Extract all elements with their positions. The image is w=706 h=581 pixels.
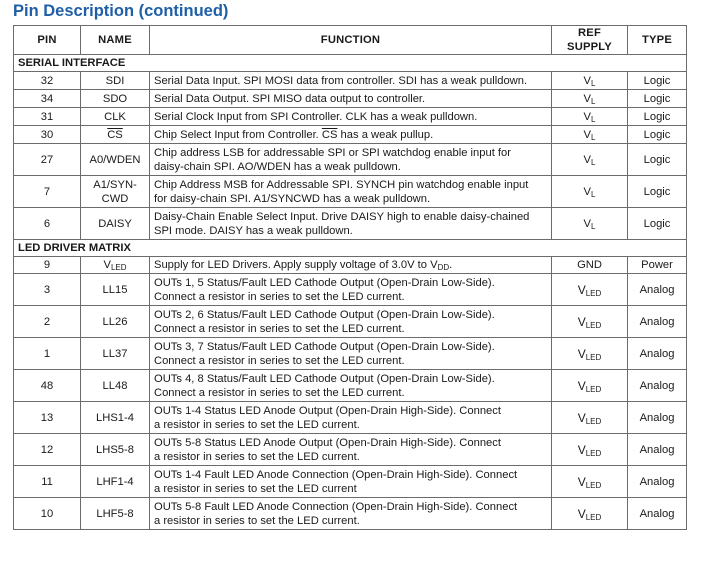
pin-cell: 6: [14, 208, 81, 240]
function-line-1: OUTs 1-4 Fault LED Anode Connection (Open-Drain High-Side). Connect: [154, 468, 518, 481]
section-led-driver-matrix: LED DRIVER MATRIX: [14, 240, 687, 257]
ref-base: V: [577, 346, 586, 361]
function-line-2: Connect a resistor in series to set the LED current.: [154, 354, 405, 367]
function-line-1: OUTs 1, 5 Status/Fault LED Cathode Output (Open-Drain Low-Side).: [154, 276, 495, 289]
pin-cell: 10: [14, 498, 81, 530]
name-sub: LED: [110, 263, 127, 272]
table-row: [14, 72, 687, 90]
type-cell: Analog: [628, 402, 687, 434]
ref-base: V: [583, 185, 591, 198]
ref-base: V: [583, 110, 591, 123]
ref-supply-cell: [552, 208, 628, 240]
pin-cell: 1: [14, 338, 81, 370]
ref-sub: L: [591, 189, 596, 199]
function-cell: [150, 434, 552, 466]
name-cell: LHF5-8: [81, 498, 150, 530]
function-line-2: Connect a resistor in series to set the LED current.: [154, 386, 405, 399]
function-post: .: [449, 259, 453, 271]
ref-sub: L: [591, 221, 596, 231]
ref-supply-cell: [552, 306, 628, 338]
name-cell: CLK: [81, 108, 150, 126]
type-cell: Logic: [628, 90, 687, 108]
function-cell: Serial Clock Input from SPI Controller. CLK has a weak pulldown.: [150, 108, 552, 126]
function-line-2: Connect a resistor in series to set the LED current.: [154, 322, 405, 335]
pin-cell: 3: [14, 274, 81, 306]
table-row: [14, 176, 687, 208]
type-cell: Analog: [628, 306, 687, 338]
ref-supply-cell: [552, 370, 628, 402]
ref-base: V: [583, 128, 591, 141]
ref-base: V: [583, 74, 591, 87]
header-ref-supply: REF SUPPLY: [552, 26, 628, 55]
ref-supply-cell: [552, 176, 628, 208]
function-sub: DD: [437, 263, 450, 272]
function-line-2: a resistor in series to set the LED current: [154, 482, 357, 495]
name-overline: $\overline{CS}$: [107, 128, 123, 141]
header-name: NAME: [81, 26, 150, 55]
function-line-2: a resistor in series to set the LED current.: [154, 514, 360, 527]
ref-sub: L: [591, 78, 596, 88]
table-row: [14, 208, 687, 240]
ref-base: V: [583, 217, 591, 230]
table-row: [14, 338, 687, 370]
pin-cell: 27: [14, 144, 81, 176]
table-row: [14, 466, 687, 498]
ref-supply-cell: [552, 338, 628, 370]
function-cell: [150, 176, 552, 208]
ref-sub: LED: [585, 512, 602, 522]
function-cell: [150, 466, 552, 498]
pin-cell: 48: [14, 370, 81, 402]
ref-base: V: [577, 410, 586, 425]
table-row: [14, 402, 687, 434]
ref-base: V: [583, 92, 591, 105]
function-cell: [150, 498, 552, 530]
function-line-2: a resistor in series to set the LED current.: [154, 450, 360, 463]
name-cell: LL15: [81, 274, 150, 306]
ref-base: V: [577, 474, 586, 489]
function-cell: [150, 274, 552, 306]
ref-sub: L: [591, 114, 596, 124]
ref-supply-cell: [552, 498, 628, 530]
name-line-2: CWD: [101, 192, 129, 205]
table-row: [14, 498, 687, 530]
ref-base: V: [577, 314, 586, 329]
ref-supply-cell: GND: [552, 257, 628, 274]
ref-base: V: [577, 442, 586, 457]
header-type: TYPE: [628, 26, 687, 55]
table-row: [14, 306, 687, 338]
function-line-2: SPI mode. DAISY has a weak pulldown.: [154, 224, 353, 237]
name-cell: DAISY: [81, 208, 150, 240]
table-row: [14, 434, 687, 466]
pin-cell: 30: [14, 126, 81, 144]
function-pre: Chip Select Input from Controller.: [154, 128, 322, 141]
ref-supply-cell: [552, 144, 628, 176]
function-cell: [150, 126, 552, 144]
function-line-1: OUTs 4, 8 Status/Fault LED Cathode Output (Open-Drain Low-Side).: [154, 372, 495, 385]
ref-supply-cell: [552, 434, 628, 466]
table-row: [14, 126, 687, 144]
function-line-1: OUTs 3, 7 Status/Fault LED Cathode Output (Open-Drain Low-Side).: [154, 340, 495, 353]
function-cell: [150, 306, 552, 338]
name-cell: [81, 176, 150, 208]
function-line-2: daisy-chain SPI. AO/WDEN has a weak pulldown.: [154, 160, 401, 173]
ref-base: V: [577, 282, 586, 297]
function-line-1: OUTs 1-4 Status LED Anode Output (Open-Drain High-Side). Connect: [154, 404, 501, 417]
pin-cell: 12: [14, 434, 81, 466]
name-cell: LHS1-4: [81, 402, 150, 434]
function-line-2: for daisy-chain SPI. A1/SYNCWD has a weak pulldown.: [154, 192, 431, 205]
name-cell: LL37: [81, 338, 150, 370]
pin-cell: 2: [14, 306, 81, 338]
ref-supply-cell: [552, 402, 628, 434]
pin-cell: 13: [14, 402, 81, 434]
function-line-2: Connect a resistor in series to set the LED current.: [154, 290, 405, 303]
name-cell: LL48: [81, 370, 150, 402]
type-cell: Logic: [628, 208, 687, 240]
ref-sub: L: [591, 132, 596, 142]
function-cell: [150, 370, 552, 402]
pin-cell: 11: [14, 466, 81, 498]
function-cell: [150, 144, 552, 176]
pin-cell: 32: [14, 72, 81, 90]
type-cell: Analog: [628, 434, 687, 466]
function-line-1: OUTs 5-8 Status LED Anode Output (Open-Drain High-Side). Connect: [154, 436, 501, 449]
table-row: [14, 108, 687, 126]
pin-description-table: [13, 25, 687, 530]
section-serial-interface: SERIAL INTERFACE: [14, 55, 687, 72]
header-pin: PIN: [14, 26, 81, 55]
function-line-1: Chip Address MSB for Addressable SPI. SYNCH pin watchdog enable input: [154, 178, 529, 191]
table-row: [14, 274, 687, 306]
name-cell: LHS5-8: [81, 434, 150, 466]
function-cell: [150, 338, 552, 370]
function-line-1: OUTs 5-8 Fault LED Anode Connection (Open-Drain High-Side). Connect: [154, 500, 518, 513]
type-cell: Analog: [628, 274, 687, 306]
name-cell: [81, 126, 150, 144]
ref-sub: LED: [585, 480, 602, 490]
table-row: [14, 370, 687, 402]
header-function: FUNCTION: [150, 26, 552, 55]
type-cell: Logic: [628, 176, 687, 208]
ref-sub: LED: [585, 352, 602, 362]
type-cell: Logic: [628, 144, 687, 176]
function-cell: [150, 257, 552, 274]
name-base: V: [103, 259, 111, 271]
type-cell: Analog: [628, 338, 687, 370]
ref-supply-cell: [552, 466, 628, 498]
pin-cell: 9: [14, 257, 81, 274]
function-line-1: Chip address LSB for addressable SPI or SPI watchdog enable input for: [154, 146, 511, 159]
table-row: [14, 144, 687, 176]
section-row: [14, 55, 687, 72]
type-cell: Analog: [628, 498, 687, 530]
pin-cell: 7: [14, 176, 81, 208]
pin-cell: 31: [14, 108, 81, 126]
table-row: [14, 257, 687, 274]
name-line-1: A1/SYN-: [93, 178, 137, 191]
function-pre: Supply for LED Drivers. Apply supply voltage of 3.0V to V: [154, 259, 438, 271]
function-cell: [150, 208, 552, 240]
pin-cell: 34: [14, 90, 81, 108]
function-line-1: OUTs 2, 6 Status/Fault LED Cathode Output (Open-Drain Low-Side).: [154, 308, 495, 321]
table-row: [14, 90, 687, 108]
page-title: Pin Description (continued): [13, 2, 229, 20]
ref-supply-cell: [552, 90, 628, 108]
type-cell: Analog: [628, 370, 687, 402]
function-overline: $\overline{CS}$: [321, 128, 338, 141]
function-cell: [150, 402, 552, 434]
ref-supply-cell: [552, 274, 628, 306]
ref-base: V: [577, 506, 586, 521]
type-cell: Power: [628, 257, 687, 274]
type-cell: Logic: [628, 72, 687, 90]
function-cell: Serial Data Output. SPI MISO data output to controller.: [150, 90, 552, 108]
function-line-2: a resistor in series to set the LED current.: [154, 418, 360, 431]
ref-sub: LED: [585, 384, 602, 394]
ref-supply-cell: [552, 108, 628, 126]
function-post: has a weak pullup.: [337, 128, 434, 141]
function-line-1: Daisy-Chain Enable Select Input. Drive DAISY high to enable daisy-chained: [154, 210, 530, 223]
ref-sub: LED: [585, 448, 602, 458]
ref-sub: L: [591, 96, 596, 106]
name-cell: LL26: [81, 306, 150, 338]
name-cell: [81, 257, 150, 274]
ref-base: V: [583, 153, 591, 166]
name-cell: A0/WDEN: [81, 144, 150, 176]
ref-sub: L: [591, 157, 596, 167]
header-row: [14, 26, 687, 55]
ref-sub: LED: [585, 416, 602, 426]
ref-sub: LED: [585, 288, 602, 298]
name-cell: SDO: [81, 90, 150, 108]
name-cell: LHF1-4: [81, 466, 150, 498]
section-row: [14, 240, 687, 257]
ref-supply-cell: [552, 72, 628, 90]
type-cell: Logic: [628, 108, 687, 126]
ref-base: V: [577, 378, 586, 393]
ref-sub: LED: [585, 320, 602, 330]
ref-supply-cell: [552, 126, 628, 144]
name-cell: SDI: [81, 72, 150, 90]
type-cell: Logic: [628, 126, 687, 144]
function-cell: Serial Data Input. SPI MOSI data from controller. SDI has a weak pulldown.: [150, 72, 552, 90]
type-cell: Analog: [628, 466, 687, 498]
